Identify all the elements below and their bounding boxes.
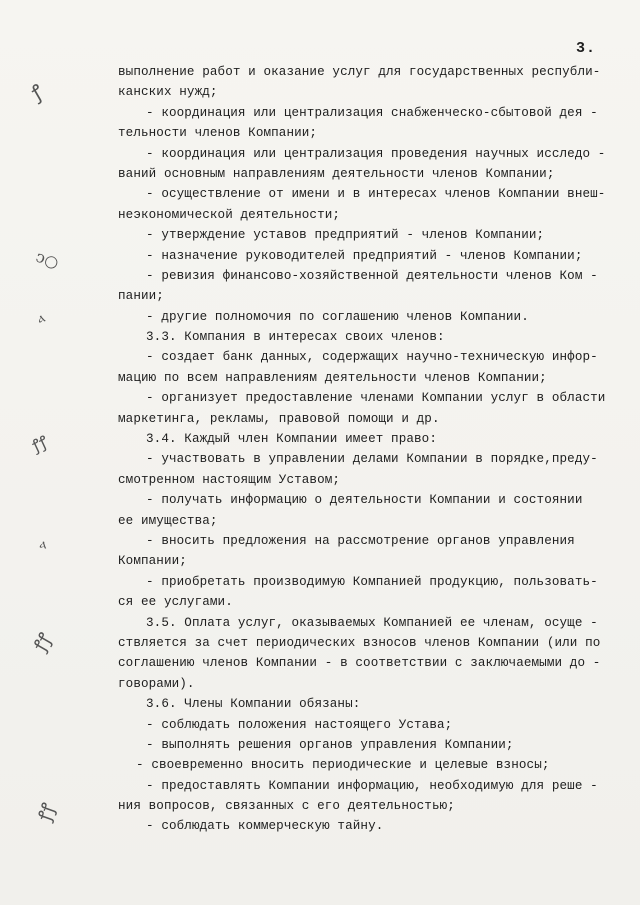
text-line: ваний основным направлениям деятельности членов Компании; — [118, 166, 555, 181]
text-line: выполнение работ и оказание услуг для государственных республи- — [118, 65, 601, 79]
text-line: ся ее услугами. — [118, 595, 233, 610]
text-line: - выполнять решения органов управления Компании; — [146, 737, 514, 752]
margin-marks — [18, 0, 78, 905]
text-line: соглашению членов Компании - в соответствии с заключаемыми до - — [118, 656, 601, 671]
text-line: неэкономической деятельности; — [118, 207, 341, 222]
margin-scribble-icon: ꝭꝭ — [34, 800, 60, 824]
text-line: - соблюдать коммерческую тайну. — [146, 819, 384, 834]
text-line: 3.4. Каждый член Компании имеет право: — [146, 432, 437, 447]
text-line: - своевременно вносить периодические и целевые взносы; — [136, 758, 550, 773]
margin-scribble-icon: ꝭ — [26, 79, 48, 105]
text-line: - приобретать производимую Компанией продукцию, пользовать- — [146, 574, 598, 589]
text-line: Компании; — [118, 554, 187, 569]
text-line: - координация или централизация проведения научных исследо - — [146, 146, 606, 161]
text-line: мацию по всем направлениям деятельности членов Компании; — [118, 370, 547, 385]
margin-scribble-icon: ⲁ — [38, 535, 49, 553]
text-line: - другие полномочия по соглашению членов Компании. — [146, 309, 529, 324]
text-line: пании; — [118, 289, 164, 304]
margin-scribble-icon: ꝭꝭ — [28, 431, 51, 456]
text-line: - утверждение уставов предприятий - членов Компании; — [146, 228, 545, 243]
text-line: - ревизия финансово-хозяйственной деятельности членов Ком - — [146, 268, 598, 283]
margin-scribble-icon: ⲁ — [36, 309, 47, 327]
text-line: говорами). — [118, 676, 195, 691]
text-line: тельности членов Компании; — [118, 126, 318, 141]
text-line: ее имущества; — [118, 513, 218, 528]
text-line: 3.5. Оплата услуг, оказываемых Компанией ее членам, осуще - — [146, 615, 598, 630]
text-line: - создает банк данных, содержащих научно-техническую инфор- — [146, 350, 598, 365]
text-line: - вносить предложения на рассмотрение органов управления — [146, 533, 575, 548]
text-line: - участвовать в управлении делами Компании в порядке,преду- — [146, 452, 598, 467]
text-line: смотренном настоящим Уставом; — [118, 472, 341, 487]
document-body — [118, 62, 618, 837]
margin-scribble-icon: ꝭꝭ — [29, 629, 57, 655]
margin-scribble-icon: ↄ○ — [33, 246, 62, 273]
text-line: - получать информацию о деятельности Компании и состоянии — [146, 493, 583, 508]
text-line: - назначение руководителей предприятий - членов Компании; — [146, 248, 583, 263]
text-line: 3.3. Компания в интересах своих членов: — [146, 330, 445, 345]
text-line: - осуществление от имени и в интересах членов Компании внеш- — [146, 187, 606, 202]
text-line: ния вопросов, связанных с его деятельностью; — [118, 799, 455, 814]
text-line: - соблюдать положения настоящего Устава; — [146, 717, 453, 732]
text-line: канских нужд; — [118, 85, 218, 100]
text-line: ствляется за счет периодических взносов членов Компании (или по — [118, 635, 601, 650]
text-line: - предоставлять Компании информацию, необходимую для реше - — [146, 778, 598, 793]
page-number: 3. — [576, 40, 597, 57]
text-line: маркетинга, рекламы, правовой помощи и др. — [118, 411, 440, 426]
text-line: - организует предоставление членами Компании услуг в области — [146, 391, 606, 406]
text-line: 3.6. Члены Компании обязаны: — [146, 697, 361, 712]
text-line: - координация или централизация снабженческо-сбытовой дея - — [146, 105, 598, 120]
